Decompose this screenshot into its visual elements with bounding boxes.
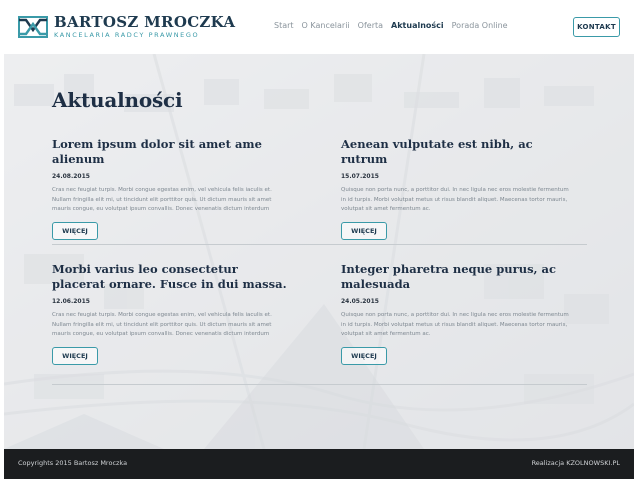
nav-item-start[interactable]: Start	[274, 21, 294, 30]
article-title[interactable]: Integer pharetra neque purus, ac malesuada	[341, 262, 557, 291]
article-date: 15.07.2015	[341, 173, 379, 180]
article-excerpt: Cras nec feugiat turpis. Morbi congue egestas enim, vel vehicula felis iaculis et. Nullam fringilla elit mi, ut tincidunt elit porttitor quis. Ut dictum mauris sit amet mauris congue, eu volutpat ipsum convallis. Donec venenatis dictum interdum	[52, 187, 272, 212]
article-excerpt: Quisque non porta nunc, a porttitor dui. In nec ligula nec eros molestie fermentum in id turpis. Morbi volutpat metus ut risus blandit aliquet. Maecenas tortor mauris, volutpat sit amet fermentum ac.	[341, 187, 569, 212]
article-date: 24.05.2015	[341, 298, 379, 305]
nav-item-porada-online[interactable]: Porada Online	[451, 21, 508, 30]
brand-subtitle: KANCELARIA RADCY PRAWNEGO	[54, 31, 200, 39]
read-more-button[interactable]: WIĘCEJ	[341, 222, 387, 240]
page-title: Aktualności	[52, 88, 183, 112]
site-logo[interactable]	[18, 14, 235, 40]
news-article	[341, 262, 581, 365]
article-title[interactable]: Morbi varius leo consectetur placerat ornare. Fusce in dui massa.	[52, 262, 287, 291]
logo-text	[54, 14, 235, 39]
article-title[interactable]: Lorem ipsum dolor sit amet ame alienum	[52, 137, 262, 166]
background-overlay	[4, 54, 634, 449]
site-footer	[4, 449, 634, 479]
news-article	[52, 137, 292, 240]
read-more-button[interactable]: WIĘCEJ	[52, 222, 98, 240]
footer-copyright: Copyrights 2015 Bartosz Mroczka	[18, 459, 128, 467]
article-date: 24.08.2015	[52, 173, 90, 180]
news-article	[52, 262, 292, 365]
nav-item-o-kancelarii[interactable]: O Kancelarii	[301, 21, 350, 30]
site-header	[4, 0, 634, 54]
article-excerpt: Cras nec feugiat turpis. Morbi congue egestas enim, vel vehicula felis iaculis et. Nullam fringilla elit mi, ut tincidunt elit porttitor quis. Ut dictum mauris sit amet mauris congue, eu volutpat ipsum convallis. Donec venenatis dictum interdum	[52, 312, 272, 337]
main-nav	[274, 20, 516, 32]
nav-item-oferta[interactable]: Oferta	[357, 21, 384, 30]
section-divider	[52, 244, 587, 245]
contact-button[interactable]: KONTAKT	[573, 17, 620, 37]
news-article	[341, 137, 581, 240]
article-excerpt: Quisque non porta nunc, a porttitor dui. In nec ligula nec eros molestie fermentum in id turpis. Morbi volutpat metus ut risus blandit aliquet. Maecenas tortor mauris, volutpat sit amet fermentum ac.	[341, 312, 569, 337]
nav-item-aktualnosci[interactable]: Aktualności	[391, 21, 444, 30]
article-date: 12.06.2015	[52, 298, 90, 305]
brand-name: BARTOSZ MROCZKA	[54, 13, 236, 31]
read-more-button[interactable]: WIĘCEJ	[52, 347, 98, 365]
article-title[interactable]: Aenean vulputate est nibh, ac rutrum	[341, 137, 533, 166]
read-more-button[interactable]: WIĘCEJ	[341, 347, 387, 365]
page	[4, 0, 634, 483]
section-divider	[52, 384, 587, 385]
logo-mark-icon	[18, 16, 48, 38]
news-section	[4, 54, 634, 449]
footer-credit-link[interactable]: Realizacja KZOLNOWSKI.PL	[531, 459, 620, 467]
